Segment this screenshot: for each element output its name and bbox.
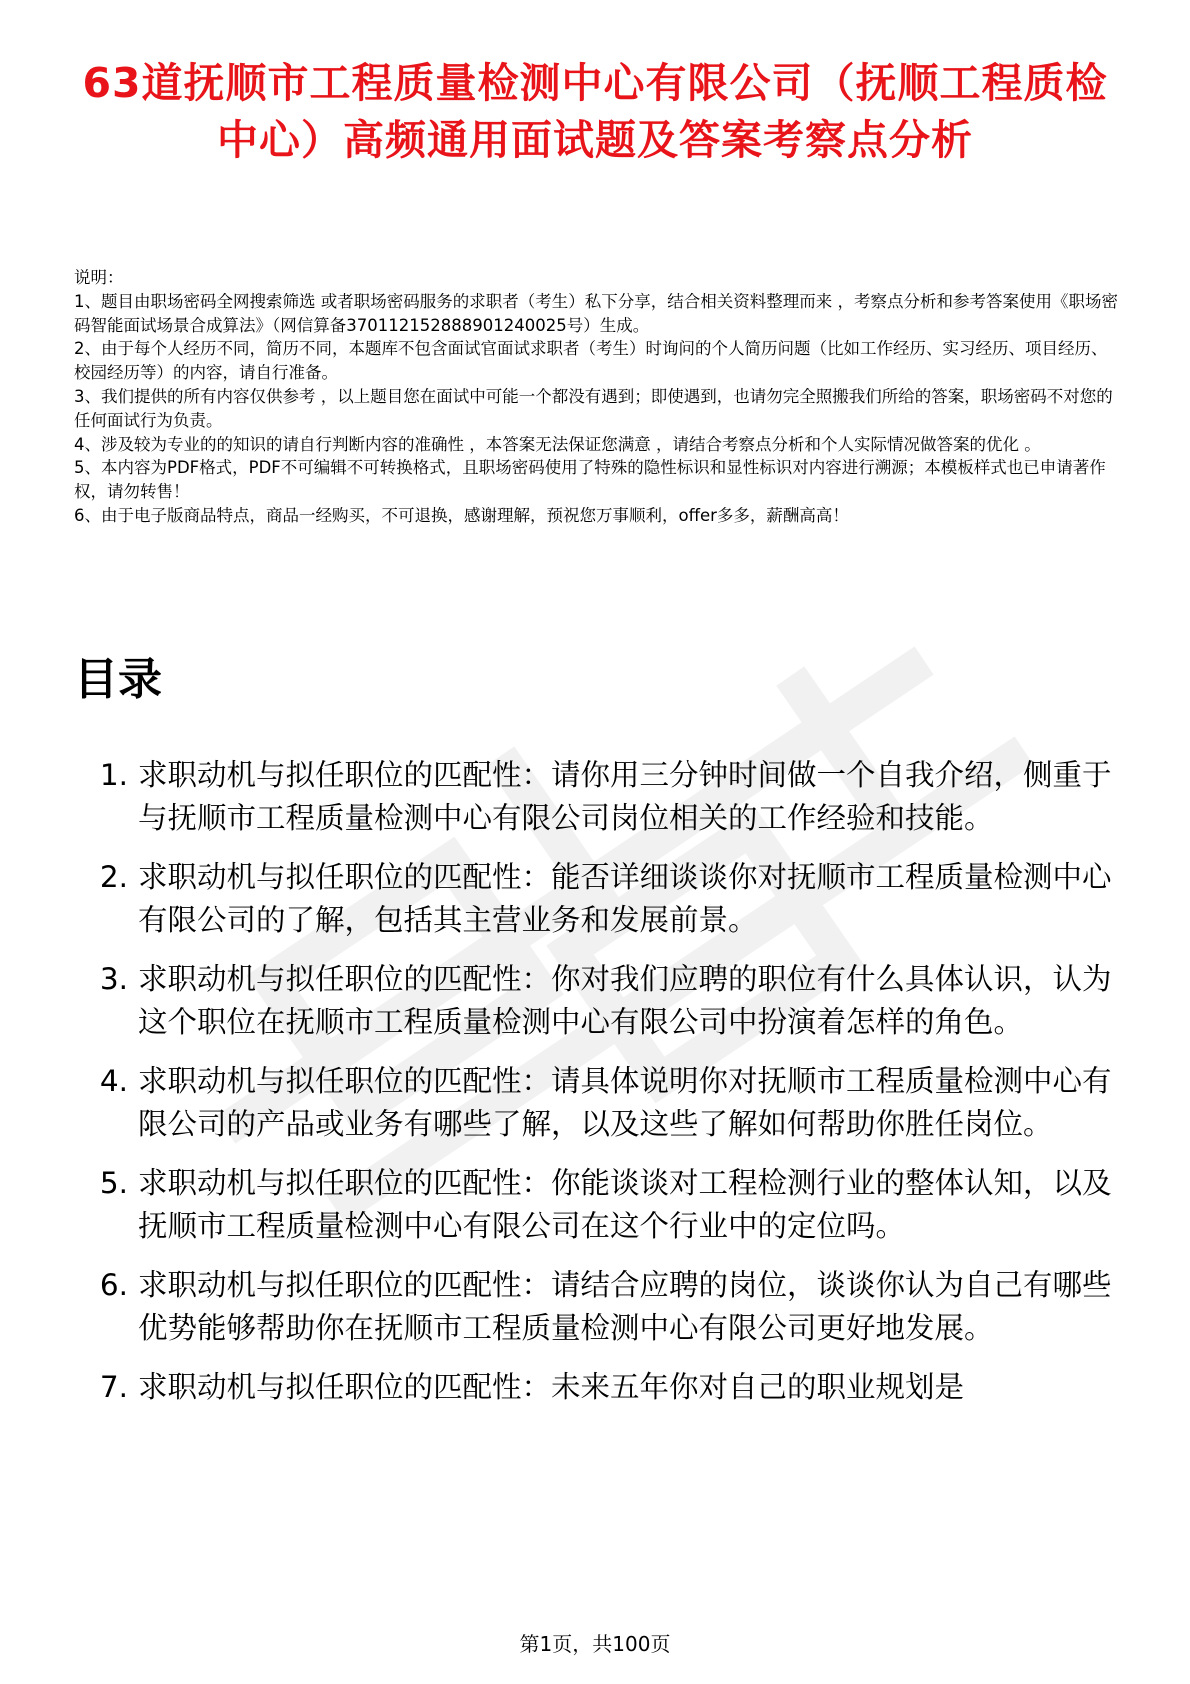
toc-item-number: 5. bbox=[99, 1166, 128, 1200]
toc-item-text: 求职动机与拟任职位的匹配性：请你用三分钟时间做一个自我介绍，侧重于与抚顺市工程质量检测中心有限公司岗位相关的工作经验和技能。 bbox=[138, 758, 1112, 835]
notes-section bbox=[74, 266, 1120, 528]
toc-item-text: 求职动机与拟任职位的匹配性：请结合应聘的岗位，谈谈你认为自己有哪些优势能够帮助你在抚顺市工程质量检测中心有限公司更好地发展。 bbox=[138, 1268, 1112, 1345]
toc-item[interactable] bbox=[74, 958, 1120, 1044]
toc-item-text: 求职动机与拟任职位的匹配性：能否详细谈谈你对抚顺市工程质量检测中心有限公司的了解，包括其主营业务和发展前景。 bbox=[138, 860, 1112, 937]
toc-item-number: 7. bbox=[99, 1370, 128, 1404]
toc-item[interactable] bbox=[74, 754, 1120, 840]
toc-item-text: 求职动机与拟任职位的匹配性：未来五年你对自己的职业规划是 bbox=[138, 1370, 965, 1404]
note-item: 6、由于电子版商品特点，商品一经购买，不可退换，感谢理解，预祝您万事顺利，offer多多，薪酬高高！ bbox=[74, 505, 849, 525]
notes-heading: 说明： bbox=[74, 268, 124, 287]
toc-item-text: 求职动机与拟任职位的匹配性：你能谈谈对工程检测行业的整体认知，以及抚顺市工程质量检测中心有限公司在这个行业中的定位吗。 bbox=[138, 1166, 1112, 1243]
page-footer: 第1页，共100页 bbox=[519, 1632, 671, 1656]
document-title: 63道抚顺市工程质量检测中心有限公司（抚顺工程质检中心）高频通用面试题及答案考察点分析 bbox=[82, 59, 1108, 164]
note-item: 3、我们提供的所有内容仅供参考 ，以上题目您在面试中可能一个都没有遇到；即使遇到，也请勿完全照搬我们所给的答案，职场密码不对您的任何面试行为负责。 bbox=[74, 386, 1113, 430]
note-item: 5、本内容为PDF格式，PDF不可编辑不可转换格式，且职场密码使用了特殊的隐性标识和显性标识对内容进行溯源；本模板样式也已申请著作权，请勿转售！ bbox=[74, 458, 1106, 502]
toc-item-number: 1. bbox=[99, 758, 128, 792]
note-item: 2、由于每个人经历不同，简历不同，本题库不包含面试官面试求职者（考生）时询问的个人简历问题（比如工作经历、实习经历、项目经历、校园经历等）的内容，请自行准备。 bbox=[74, 339, 1108, 383]
toc-item[interactable] bbox=[74, 1060, 1120, 1146]
note-item: 1、题目由职场密码全网搜索筛选 或者职场密码服务的求职者（考生）私下分享，结合相关资料整理而来 ，考察点分析和参考答案使用《职场密码智能面试场景合成算法》（网信算备370112152888901240025号）生成。 bbox=[74, 291, 1118, 335]
toc-item[interactable] bbox=[74, 1162, 1120, 1248]
toc-item-number: 6. bbox=[99, 1268, 128, 1302]
toc-item[interactable] bbox=[74, 856, 1120, 942]
table-of-contents bbox=[74, 754, 1120, 1425]
toc-item-number: 3. bbox=[99, 962, 128, 996]
toc-item[interactable] bbox=[74, 1264, 1120, 1350]
note-item: 4、涉及较为专业的的知识的请自行判断内容的准确性 ，本答案无法保证您满意 ，请结合考察点分析和个人实际情况做答案的优化 。 bbox=[74, 434, 1041, 454]
toc-item-text: 求职动机与拟任职位的匹配性：请具体说明你对抚顺市工程质量检测中心有限公司的产品或业务有哪些了解，以及这些了解如何帮助你胜任岗位。 bbox=[138, 1064, 1112, 1141]
toc-item[interactable] bbox=[74, 1366, 1120, 1409]
toc-item-number: 2. bbox=[99, 860, 128, 894]
toc-heading: 目录 bbox=[74, 654, 162, 705]
toc-item-number: 4. bbox=[99, 1064, 128, 1098]
toc-item-text: 求职动机与拟任职位的匹配性：你对我们应聘的职位有什么具体认识，认为这个职位在抚顺市工程质量检测中心有限公司中扮演着怎样的角色。 bbox=[138, 962, 1112, 1039]
